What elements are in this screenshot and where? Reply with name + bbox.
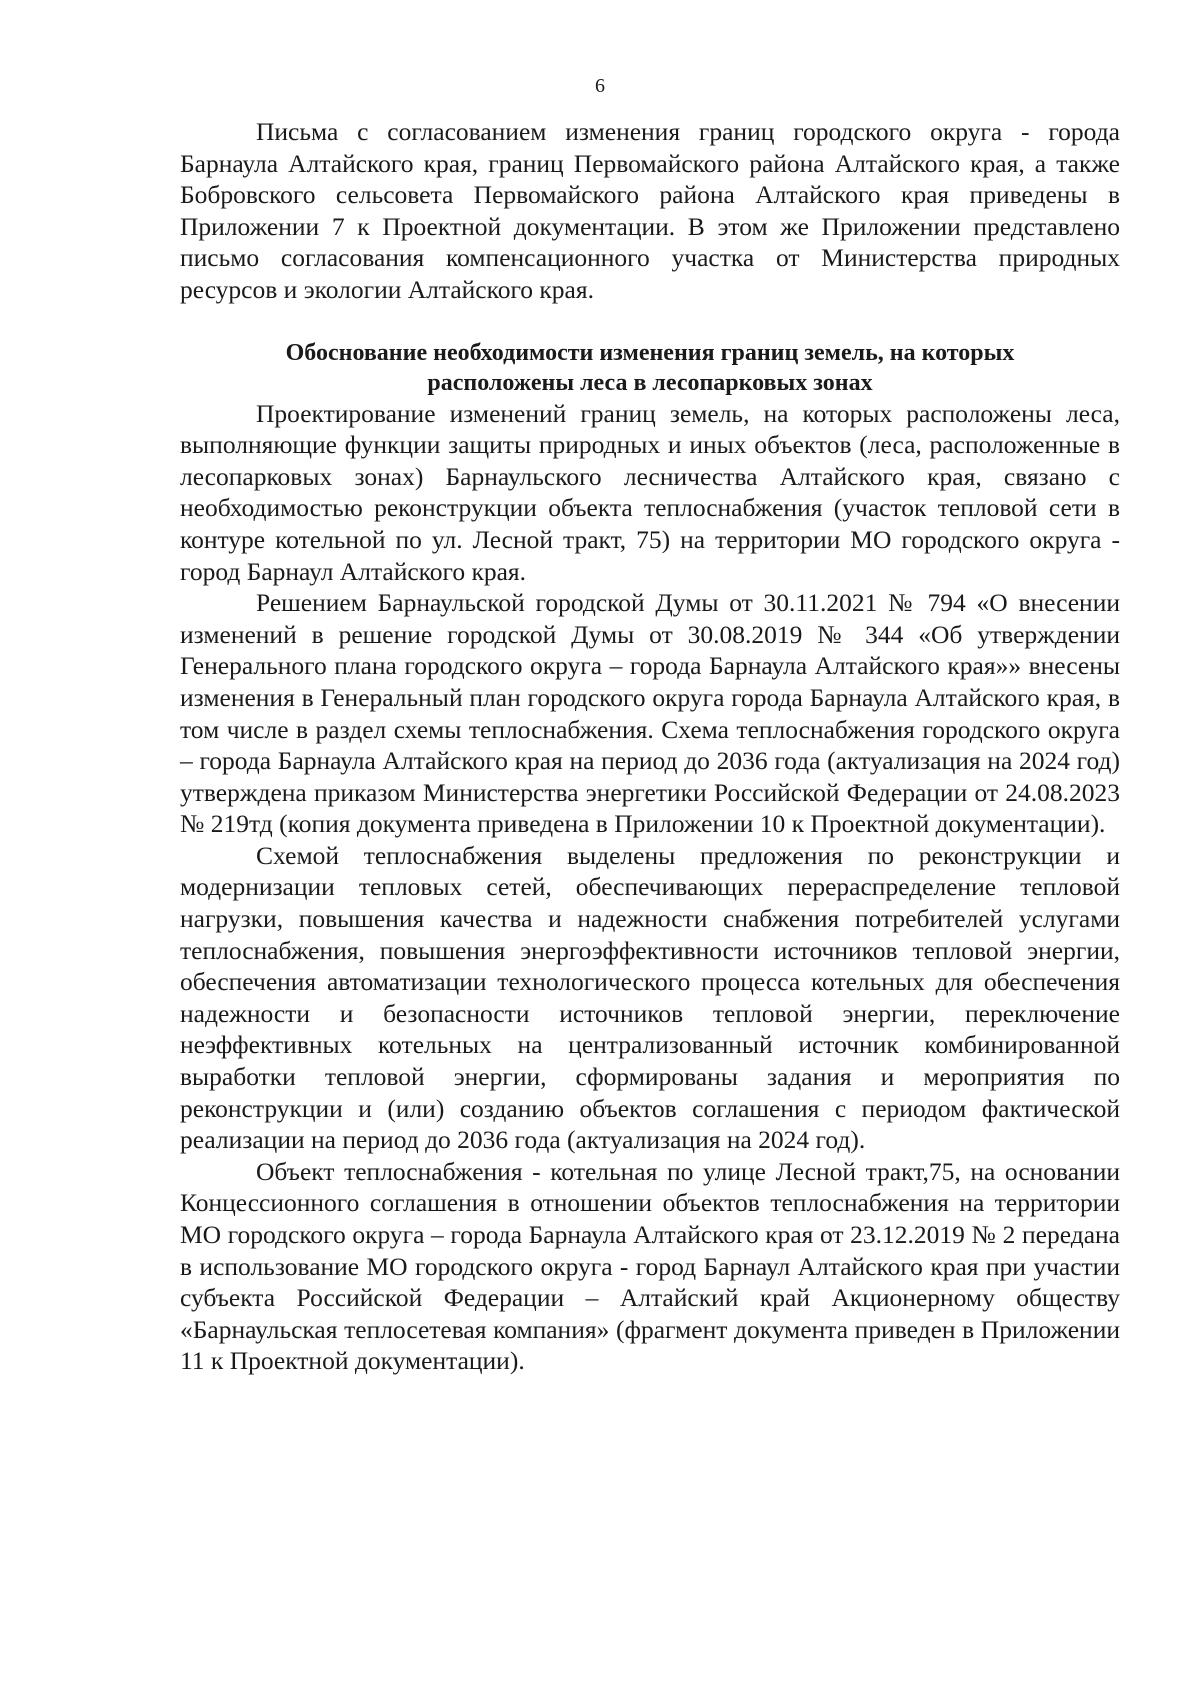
paragraph-boiler-concession: Объект теплоснабжения - котельная по улице Лесной тракт,75, на основании Концессионного соглашения в отношении объектов теплоснабжения на территории МО городского округа – города Барнаула Алтайского края от 23.12.2019 № 2 передана в использование МО городского округа - город Барнаул Алтайского края при участии субъекта Российской Федерации – Алтайский край Акционерному обществу «Барнаульская теплосетевая компания» (фрагмент документа приведен в Приложении 11 к Проектной документации). xyxy=(180,1156,1120,1376)
section-heading-line-2: расположены леса в лесопарковых зонах xyxy=(427,369,873,396)
page-number: 6 xyxy=(595,75,605,97)
section-heading-line-1: Обоснование необходимости изменения границ земель, на которых xyxy=(285,339,1015,366)
paragraph-approval-letters: Письма с согласованием изменения границ городского округа - города Барнаула Алтайского края, границ Первомайского района Алтайского края, а также Бобровского сельсовета Первомайского района Алтайского края приведены в Приложении 7 к Проектной документации. В этом же Приложении представлено письмо согласования компенсационного участка от Министерства природных ресурсов и экологии Алтайского края. xyxy=(180,117,1120,304)
document-body xyxy=(180,116,1120,1377)
paragraph-duma-decision: Решением Барнаульской городской Думы от 30.11.2021 № 794 «О внесении изменений в решение городской Думы от 30.08.2019 № 344 «Об утверждении Генерального плана городского округа – города Барнаула Алтайского края»» внесены изменения в Генеральный план городского округа города Барнаула Алтайского края, в том числе в раздел схемы теплоснабжения. Схема теплоснабжения городского округа – города Барнаула Алтайского края на период до 2036 года (актуализация на 2024 год) утверждена приказом Министерства энергетики Российской Федерации от 24.08.2023 № 219тд (копия документа приведена в Приложении 10 к Проектной документации). xyxy=(180,588,1120,839)
paragraph-design-justification: Проектирование изменений границ земель, на которых расположены леса, выполняющие функции защиты природных и иных объектов (леса, расположенные в лесопарковых зонах) Барнаульского лесничества Алтайского края, связано с необходимостью реконструкции объекта теплоснабжения (участок тепловой сети в контуре котельной по ул. Лесной тракт, 75) на территории МО городского округа - город Барнаул Алтайского края. xyxy=(180,398,1120,586)
paragraph-heat-supply-scheme: Схемой теплоснабжения выделены предложения по реконструкции и модернизации тепловых сетей, обеспечивающих перераспределение тепловой нагрузки, повышения качества и надежности снабжения потребителей услугами теплоснабжения, повышения энергоэффективности источников тепловой энергии, обеспечения автоматизации технологического процесса котельных для обеспечения надежности и безопасности источников тепловой энергии, переключение неэффективных котельных на централизованный источник комбинированной выработки тепловой энергии, сформированы задания и мероприятия по реконструкции и (или) созданию объектов соглашения с периодом фактической реализации на период до 2036 года (актуализация на 2024 год). xyxy=(180,840,1120,1155)
section-heading xyxy=(180,338,1120,398)
